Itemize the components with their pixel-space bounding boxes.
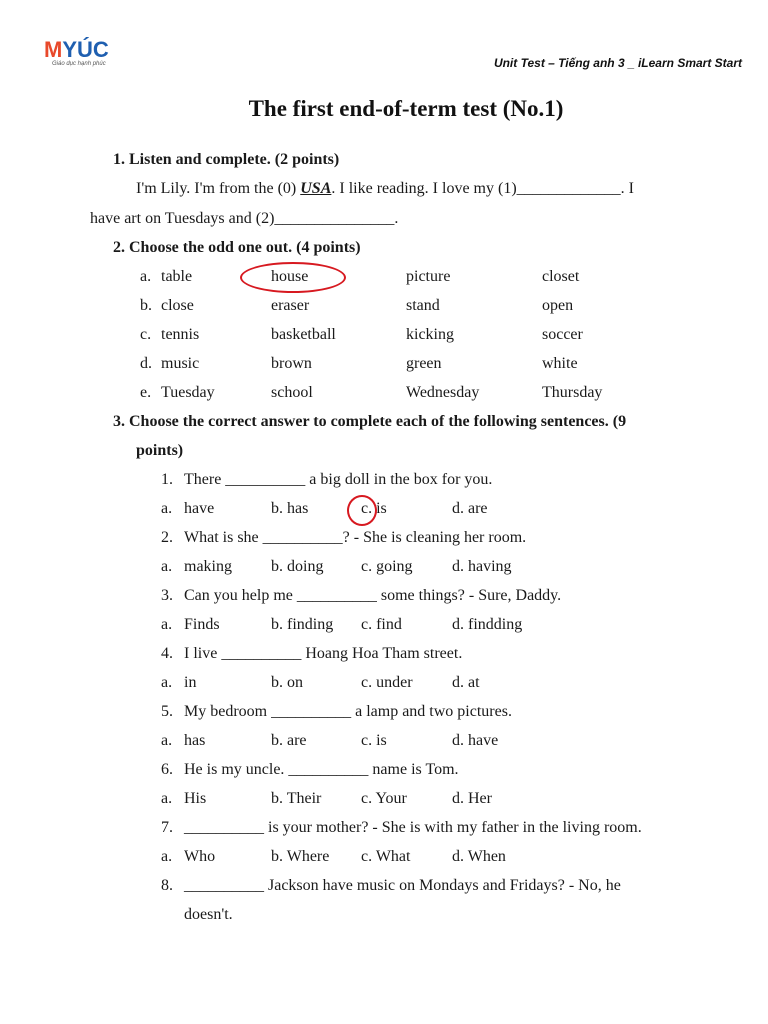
option-d: d. are [452, 500, 488, 517]
odd-word: white [542, 355, 578, 372]
option-b: b. on [271, 674, 303, 691]
option-a: making [184, 558, 232, 575]
option-b: b. doing [271, 558, 324, 575]
option-a: has [184, 732, 206, 749]
odd-word: kicking [406, 326, 454, 343]
option-b: b. Where [271, 848, 330, 865]
section1-heading: 1. Listen and complete. (2 points) [113, 151, 340, 168]
odd-word: close [161, 297, 194, 314]
odd-word: house [271, 268, 309, 285]
odd-word: basketball [271, 326, 336, 343]
odd-row-letter: c. [140, 326, 152, 343]
option-letter: a. [161, 732, 173, 749]
odd-word: soccer [542, 326, 583, 343]
question-number: 8. [161, 877, 173, 894]
option-a: Finds [184, 616, 220, 633]
option-b: b. Their [271, 790, 322, 807]
odd-row-letter: d. [140, 355, 152, 372]
option-a: have [184, 500, 215, 517]
logo-letters-yuc: YÚC [62, 37, 109, 62]
odd-row-letter: a. [140, 268, 152, 285]
section1-line1-post: . I like reading. I love my (1)_____________. I [331, 180, 634, 197]
section3-heading-cont: points) [136, 442, 184, 459]
option-d: d. Her [452, 790, 492, 807]
section2-heading: 2. Choose the odd one out. (4 points) [113, 239, 361, 256]
question-text: __________ is your mother? - She is with my father in the living room. [184, 819, 642, 836]
odd-word: table [161, 268, 193, 285]
odd-word: closet [542, 268, 580, 285]
question-number: 6. [161, 761, 173, 778]
option-a: Who [184, 848, 216, 865]
question-number: 3. [161, 587, 173, 604]
myuc-logo [44, 38, 116, 72]
section3-heading: 3. Choose the correct answer to complete each of the following sentences. (9 [113, 413, 627, 430]
odd-word: school [271, 384, 313, 401]
section1-line2: have art on Tuesdays and (2)_______________. [90, 210, 399, 227]
header-unit-label: Unit Test – Tiếng anh 3 _ iLearn Smart Start [493, 56, 742, 70]
question-number: 1. [161, 471, 173, 488]
option-b: b. finding [271, 616, 334, 633]
answer-usa: USA [300, 180, 332, 197]
option-d: d. findding [452, 616, 523, 633]
odd-word: Thursday [542, 384, 603, 401]
answer-circle-mark [240, 262, 346, 293]
option-d: d. having [452, 558, 512, 575]
logo-wordmark [44, 38, 109, 62]
odd-word: eraser [271, 297, 310, 314]
question-text: __________ Jackson have music on Mondays and Fridays? - No, he [184, 877, 621, 894]
option-d: d. at [452, 674, 480, 691]
logo-letter-m: M [44, 37, 63, 62]
question-number: 5. [161, 703, 173, 720]
option-c: c. is [361, 500, 387, 517]
page-title: The first end-of-term test (No.1) [248, 96, 564, 121]
answer-circle-mark [347, 495, 377, 526]
question-text: What is she __________? - She is cleaning her room. [184, 529, 527, 546]
option-c: c. under [361, 674, 413, 691]
option-d: d. When [452, 848, 506, 865]
option-c: c. Your [361, 790, 407, 807]
logo-slogan: Giáo dục hạnh phúc [52, 61, 106, 67]
question-number: 2. [161, 529, 173, 546]
odd-word: tennis [161, 326, 200, 343]
odd-word: brown [271, 355, 312, 372]
option-c: c. What [361, 848, 411, 865]
question-text: Can you help me __________ some things? - Sure, Daddy. [184, 587, 562, 604]
odd-word: green [406, 355, 442, 372]
odd-word: stand [406, 297, 440, 314]
section1-line1-pre: I'm Lily. I'm from the (0) [136, 180, 301, 197]
option-c: c. is [361, 732, 387, 749]
odd-word: music [161, 355, 200, 372]
odd-word: open [542, 297, 574, 314]
question-text: He is my uncle. __________ name is Tom. [184, 761, 459, 778]
question-text-cont: doesn't. [184, 906, 233, 923]
option-letter: a. [161, 674, 173, 691]
odd-word: picture [406, 268, 451, 285]
odd-row-letter: e. [140, 384, 152, 401]
option-c: c. going [361, 558, 413, 575]
option-letter: a. [161, 790, 173, 807]
option-a: His [184, 790, 207, 807]
option-letter: a. [161, 848, 173, 865]
option-b: b. are [271, 732, 307, 749]
option-d: d. have [452, 732, 499, 749]
question-text: My bedroom __________ a lamp and two pictures. [184, 703, 512, 720]
question-text: There __________ a big doll in the box for you. [184, 471, 493, 488]
odd-row-letter: b. [140, 297, 152, 314]
option-letter: a. [161, 500, 173, 517]
odd-word: Tuesday [161, 384, 215, 401]
option-a: in [184, 674, 197, 691]
option-c: c. find [361, 616, 402, 633]
question-number: 4. [161, 645, 173, 662]
question-number: 7. [161, 819, 173, 836]
option-letter: a. [161, 616, 173, 633]
option-b: b. has [271, 500, 309, 517]
odd-word: Wednesday [406, 384, 480, 401]
question-text: I live __________ Hoang Hoa Tham street. [184, 645, 463, 662]
section1-line1 [136, 179, 634, 199]
option-letter: a. [161, 558, 173, 575]
